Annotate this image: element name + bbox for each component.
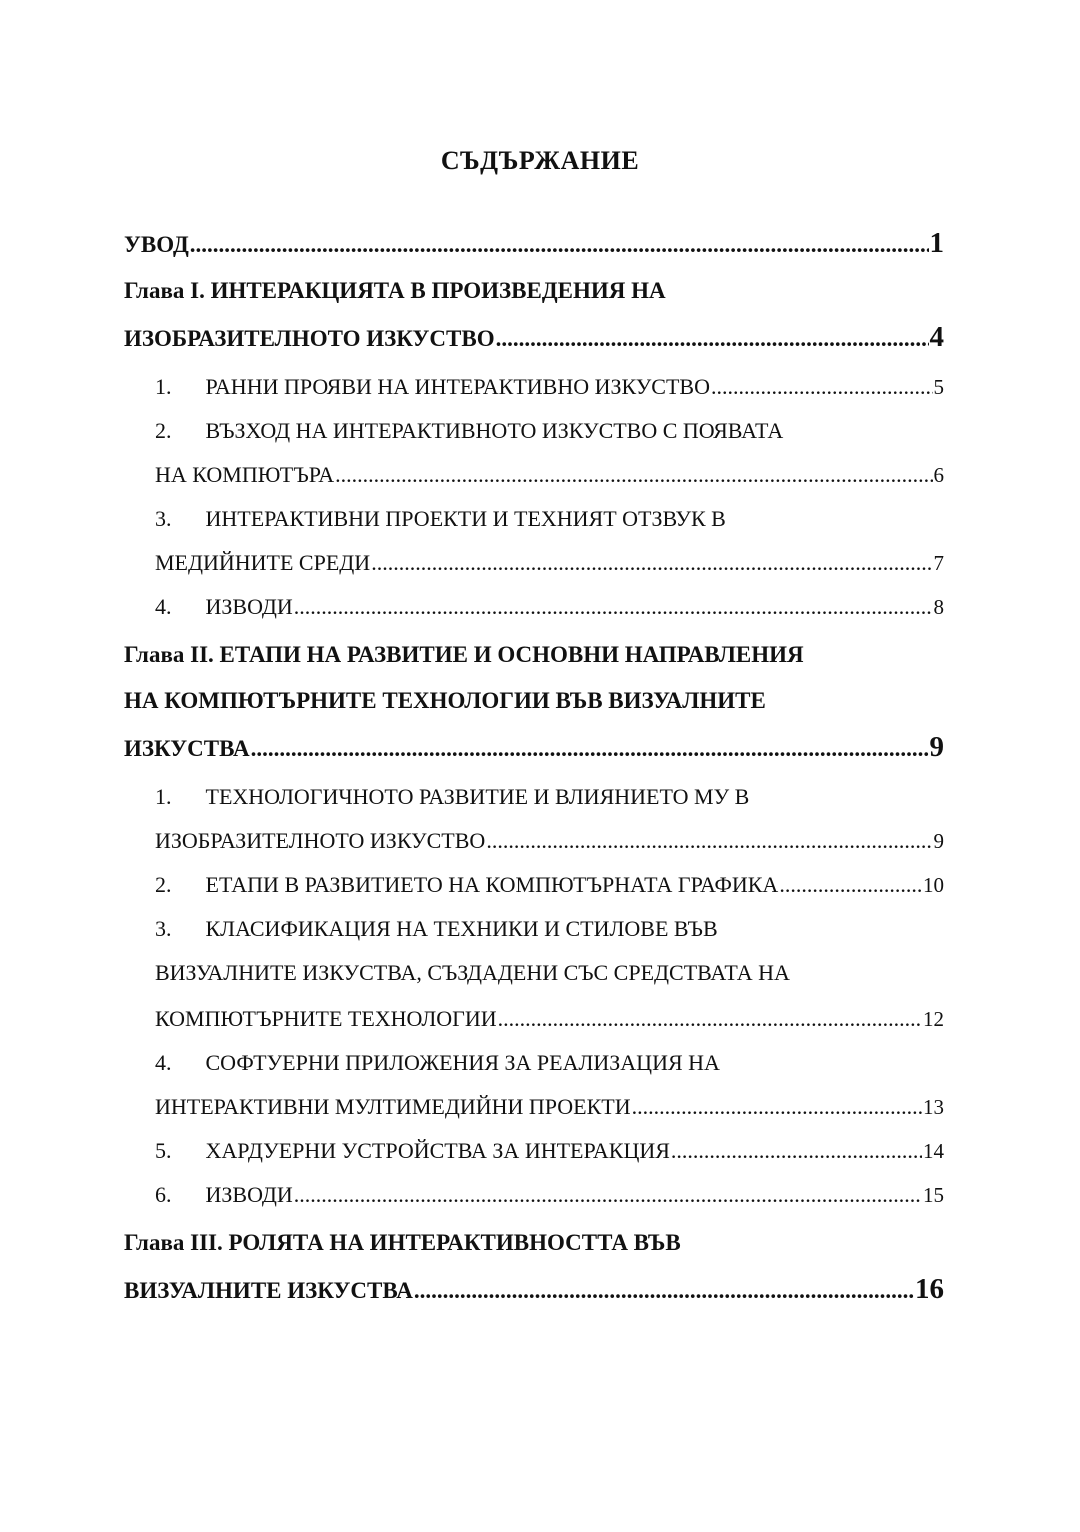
dot-leader [496, 326, 929, 352]
toc-entry-ch2-section-3-line2[interactable] [155, 950, 944, 986]
toc-page-number: 12 [923, 1007, 944, 1031]
toc-entry-text: ХАРДУЕРНИ УСТРОЙСТВА ЗА ИНТЕРАКЦИЯ [205, 1138, 670, 1163]
toc-entry-chapter-3-line1[interactable] [124, 1220, 944, 1256]
toc-entry-ch2-section-3-line3[interactable] [155, 996, 944, 1032]
toc-entry-text: ИНТЕРАКТИВНИ ПРОЕКТИ И ТЕХНИЯТ ОТЗВУК В [205, 506, 726, 531]
dot-leader [190, 232, 929, 258]
dot-leader [779, 872, 922, 898]
dot-leader [711, 374, 933, 400]
toc-page-number: 9 [929, 731, 944, 762]
toc-section-number: 4. [155, 1050, 172, 1075]
toc-entry-ch2-section-4-line2[interactable] [155, 1084, 944, 1120]
toc-entry-chapter-3-line2[interactable] [124, 1268, 944, 1304]
dot-leader [486, 828, 932, 854]
toc-entry-text: МЕДИЙНИТЕ СРЕДИ [155, 550, 371, 575]
toc-entry-ch2-section-6[interactable] [155, 1172, 944, 1208]
toc-page-number: 7 [933, 551, 944, 575]
dot-leader [251, 736, 929, 762]
toc-entry-ch1-section-3-line1[interactable] [155, 496, 944, 532]
toc-page-number: 16 [915, 1273, 944, 1304]
toc-entry-text: ИЗВОДИ [205, 594, 293, 619]
toc-entry-text: КЛАСИФИКАЦИЯ НА ТЕХНИКИ И СТИЛОВЕ ВЪВ [205, 916, 718, 941]
dot-leader [671, 1138, 922, 1164]
page-title: СЪДЪРЖАНИЕ [440, 146, 640, 175]
toc-entry-text: КОМПЮТЪРНИТЕ ТЕХНОЛОГИИ [155, 1006, 497, 1031]
toc-entry-chapter-2-line2[interactable] [124, 678, 944, 714]
toc-section-number: 3. [155, 916, 172, 941]
toc-entry-text: Глава III. РОЛЯТА НА ИНТЕРАКТИВНОСТТА ВЪВ [124, 1230, 681, 1255]
toc-section-number: 3. [155, 506, 172, 531]
toc-page-number: 10 [923, 873, 944, 897]
toc-entry-chapter-1-line2[interactable] [124, 316, 944, 352]
toc-page-number: 5 [933, 375, 944, 399]
toc-entry-text: ИЗВОДИ [205, 1182, 293, 1207]
toc-entry-ch2-section-4-line1[interactable] [155, 1040, 944, 1076]
toc-entry-text: ИНТЕРАКТИВНИ МУЛТИМЕДИЙНИ ПРОЕКТИ [155, 1094, 631, 1119]
toc-entry-ch1-section-2-line1[interactable] [155, 408, 944, 444]
dot-leader [498, 1006, 922, 1032]
toc-page-number: 15 [923, 1183, 944, 1207]
toc-entry-text: ВИЗУАЛНИТЕ ИЗКУСТВА [124, 1278, 413, 1303]
toc-page-number: 1 [929, 227, 944, 258]
toc-entry-text: Глава I. ИНТЕРАКЦИЯТА В ПРОИЗВЕДЕНИЯ НА [124, 278, 666, 303]
toc-page-number: 6 [933, 463, 944, 487]
toc-page-number: 14 [923, 1139, 944, 1163]
toc-entry-ch2-section-1-line1[interactable] [155, 774, 944, 810]
dot-leader [414, 1278, 914, 1304]
toc-entry-text: ИЗКУСТВА [124, 736, 250, 761]
toc-entry-text: ВЪЗХОД НА ИНТЕРАКТИВНОТО ИЗКУСТВО С ПОЯВАТА [205, 418, 784, 443]
dot-leader [371, 550, 932, 576]
toc-page-number: 8 [933, 595, 944, 619]
toc-entry-text: УВОД [124, 232, 189, 257]
toc-entry-ch2-section-5[interactable] [155, 1128, 944, 1164]
toc-entry-ch2-section-3-line1[interactable] [155, 906, 944, 942]
toc-page-number: 13 [923, 1095, 944, 1119]
toc-entry-ch1-section-3-line2[interactable] [155, 540, 944, 576]
toc-entry-ch1-section-2-line2[interactable] [155, 452, 944, 488]
toc-section-number: 6. [155, 1182, 172, 1207]
dot-leader [335, 462, 932, 488]
toc-entry-text: СОФТУЕРНИ ПРИЛОЖЕНИЯ ЗА РЕАЛИЗАЦИЯ НА [205, 1050, 720, 1075]
toc-entry-chapter-2-line1[interactable] [124, 632, 944, 668]
toc-section-number: 2. [155, 418, 172, 443]
toc-entry-text: ИЗОБРАЗИТЕЛНОТО ИЗКУСТВО [155, 828, 486, 853]
toc-section-number: 1. [155, 784, 172, 809]
toc-entry-text: ЕТАПИ В РАЗВИТИЕТО НА КОМПЮТЪРНАТА ГРАФИКА [205, 872, 779, 897]
toc-entry-ch2-section-2[interactable] [155, 862, 944, 898]
toc-section-number: 2. [155, 872, 172, 897]
toc-entry-ch1-section-4[interactable] [155, 584, 944, 620]
toc-entry-text: ИЗОБРАЗИТЕЛНОТО ИЗКУСТВО [124, 326, 495, 351]
toc-entry-text: НА КОМПЮТЪРНИТЕ ТЕХНОЛОГИИ ВЪВ ВИЗУАЛНИТЕ [124, 688, 766, 713]
toc-entry-text: РАННИ ПРОЯВИ НА ИНТЕРАКТИВНО ИЗКУСТВО [205, 374, 710, 399]
toc-entry-chapter-1-line1[interactable] [124, 268, 944, 304]
dot-leader [632, 1094, 922, 1120]
toc-entry-text: ТЕХНОЛОГИЧНОТО РАЗВИТИЕ И ВЛИЯНИЕТО МУ В [205, 784, 750, 809]
toc-section-number: 5. [155, 1138, 172, 1163]
toc-entry-chapter-2-line3[interactable] [124, 726, 944, 762]
toc-entry-text: ВИЗУАЛНИТЕ ИЗКУСТВА, СЪЗДАДЕНИ СЪС СРЕДСТВАТА НА [155, 960, 790, 985]
toc-entry-ch1-section-1[interactable] [155, 364, 944, 400]
toc-page-number: 4 [929, 321, 944, 352]
toc-entry-text: Глава II. ЕТАПИ НА РАЗВИТИЕ И ОСНОВНИ НАПРАВЛЕНИЯ [124, 642, 804, 667]
toc-section-number: 1. [155, 374, 172, 399]
toc-entry-intro[interactable] [124, 222, 944, 258]
toc-section-number: 4. [155, 594, 172, 619]
dot-leader [294, 594, 933, 620]
toc-entry-text: НА КОМПЮТЪРА [155, 462, 335, 487]
toc-page-number: 9 [933, 829, 944, 853]
dot-leader [294, 1182, 922, 1208]
toc-entry-ch2-section-1-line2[interactable] [155, 818, 944, 854]
